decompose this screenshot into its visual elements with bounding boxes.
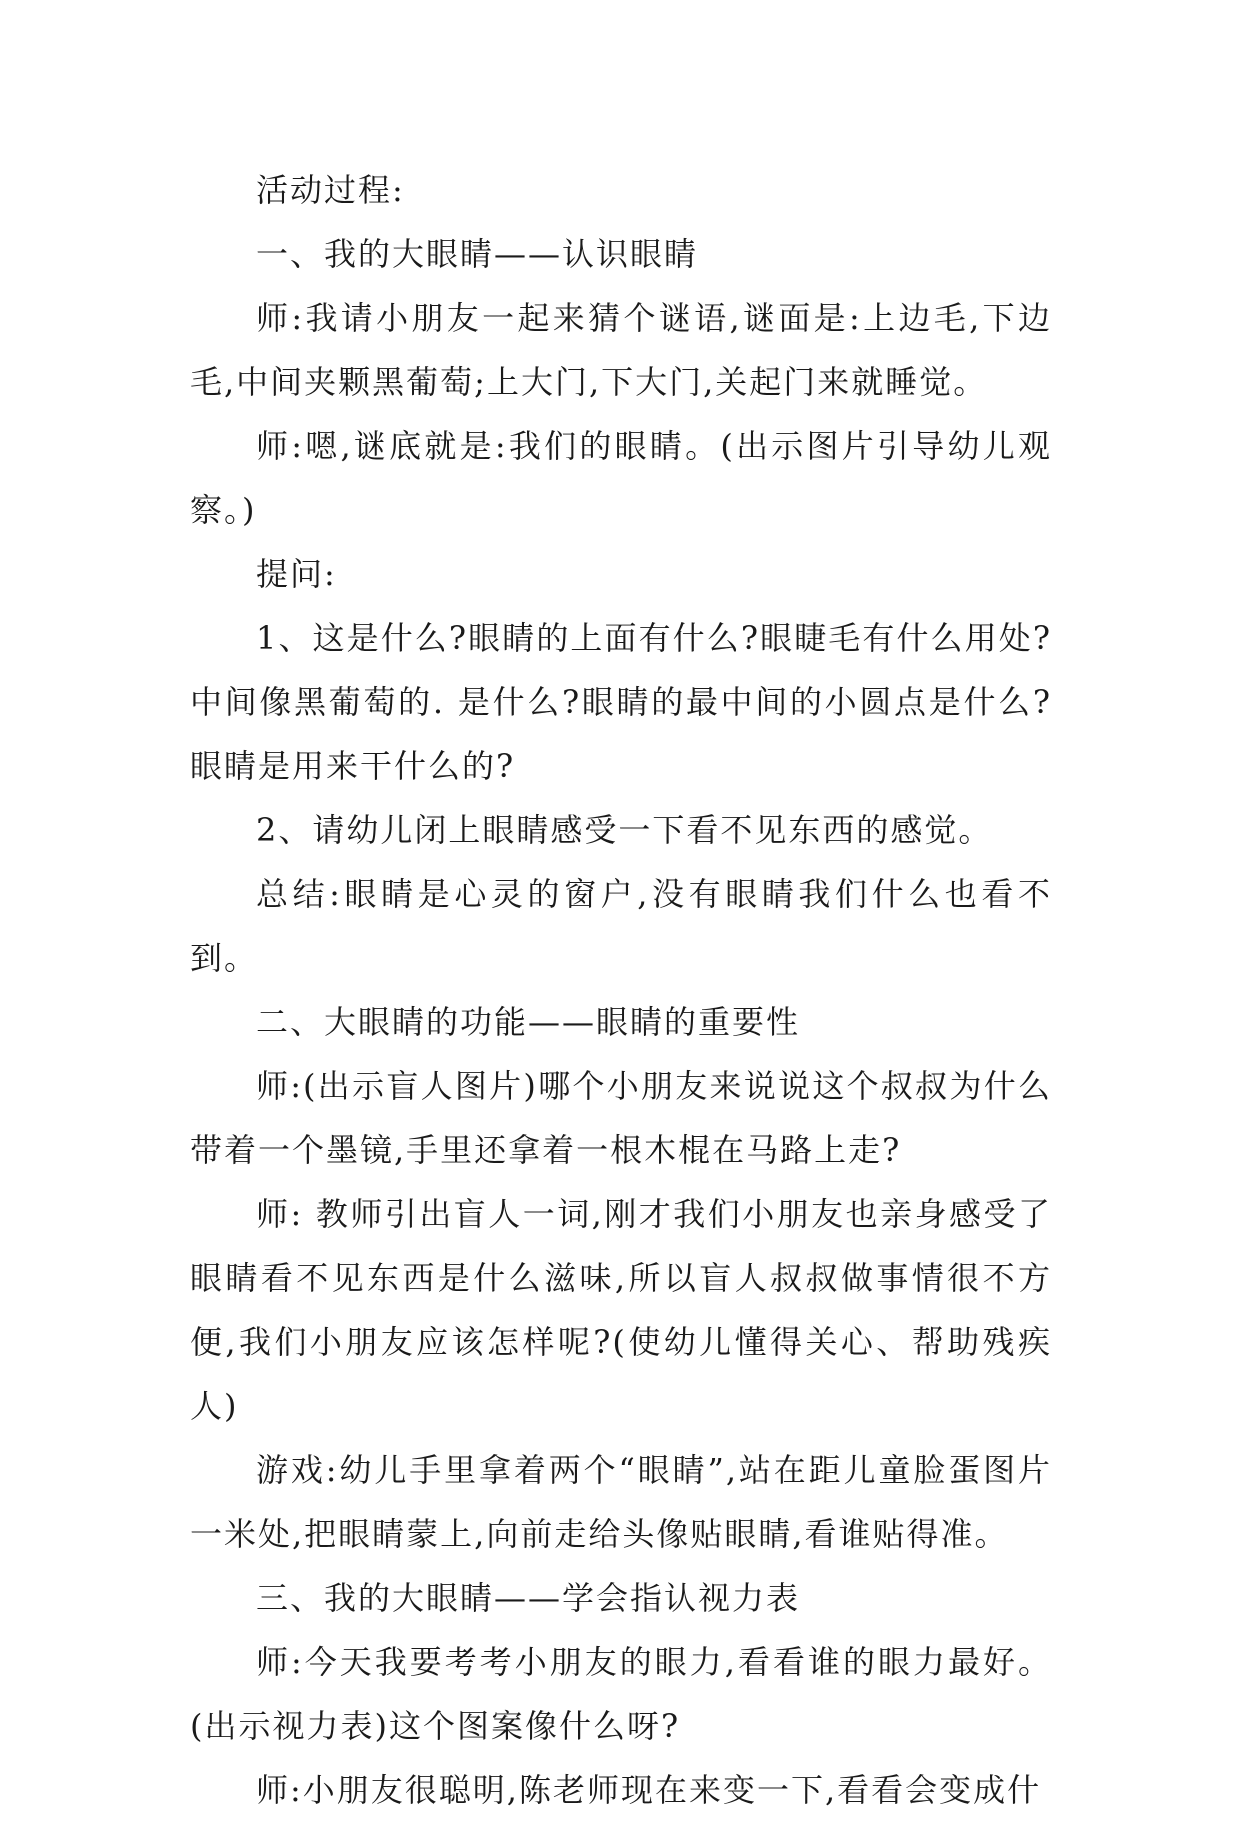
paragraph-riddle: 师:我请小朋友一起来猜个谜语,谜面是:上边毛,下边毛,中间夹颗黑葡萄;上大门,下大门,关起门来就睡觉。: [190, 299, 1052, 401]
paragraph-game: 游戏:幼儿手里拿着两个“眼睛”,站在距儿童脸蛋图片一米处,把眼睛蒙上,向前走给头像贴眼睛,看谁贴得准。: [190, 1451, 1052, 1553]
paragraph-blind-person: 师:(出示盲人图片)哪个小朋友来说说这个叔叔为什么带着一个墨镜,手里还拿着一根木棍在马路上走?: [190, 1067, 1052, 1169]
section-heading-1: 一、我的大眼睛——认识眼睛: [256, 235, 699, 273]
section-heading-2: 二、大眼睛的功能——眼睛的重要性: [256, 1003, 801, 1041]
section-heading-3: 三、我的大眼睛——学会指认视力表: [256, 1579, 801, 1617]
section-label-activity-process: 活动过程:: [256, 171, 405, 209]
document-body: [190, 158, 1052, 1822]
paragraph-question-2: 2、请幼儿闭上眼睛感受一下看不见东西的感觉。: [256, 811, 993, 849]
paragraph-riddle-answer: 师:嗯,谜底就是:我们的眼睛。(出示图片引导幼儿观察。): [190, 427, 1052, 529]
paragraph-teacher-change: 师:小朋友很聪明,陈老师现在来变一下,看看会变成什: [256, 1771, 1042, 1809]
paragraph-teacher-explain: 师: 教师引出盲人一词,刚才我们小朋友也亲身感受了眼睛看不见东西是什么滋味,所以盲人叔叔做事情很不方便,我们小朋友应该怎样呢?(使幼儿懂得关心、帮助残疾人): [190, 1195, 1052, 1425]
section-label-questions: 提问:: [256, 555, 337, 593]
paragraph-question-1: 1、这是什么?眼睛的上面有什么?眼睫毛有什么用处?中间像黑葡萄的. 是什么?眼睛的最中间的小圆点是什么?眼睛是用来干什么的?: [190, 619, 1052, 785]
paragraph-summary: 总结:眼睛是心灵的窗户,没有眼睛我们什么也看不到。: [190, 875, 1052, 977]
paragraph-vision-test: 师:今天我要考考小朋友的眼力,看看谁的眼力最好。(出示视力表)这个图案像什么呀?: [190, 1643, 1052, 1745]
